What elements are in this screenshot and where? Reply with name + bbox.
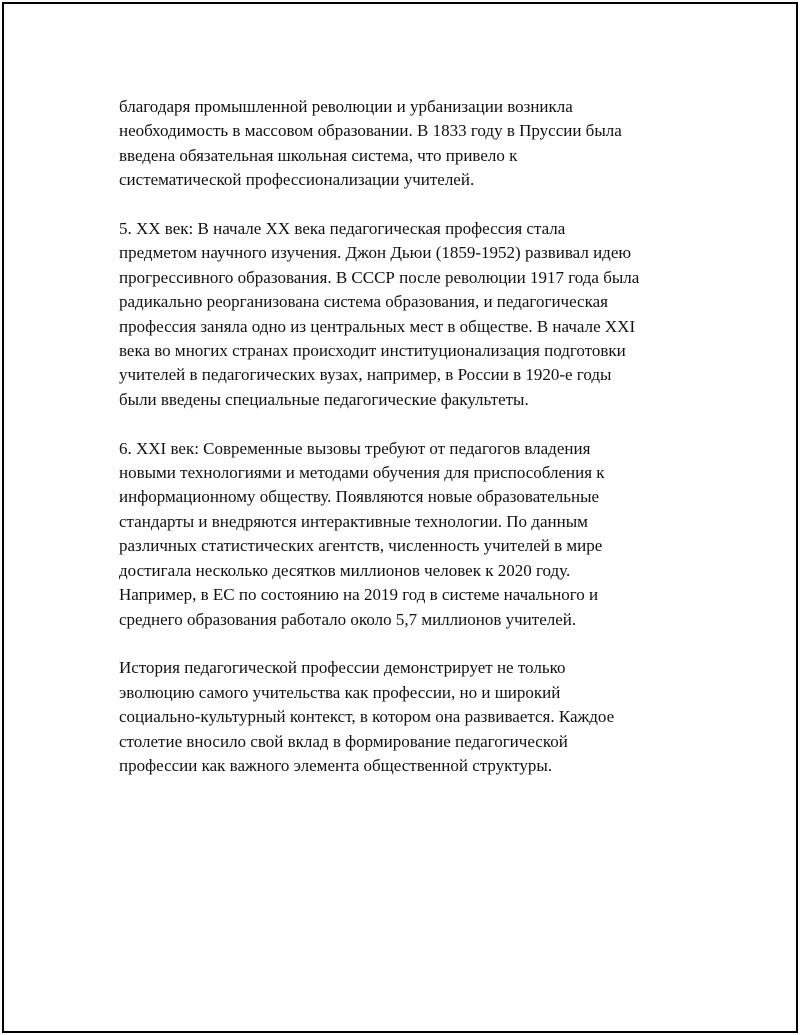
text-line: введена обязательная школьная система, что привело к (119, 145, 518, 165)
text-line: профессии как важного элемента общественной структуры. (119, 755, 553, 775)
text-line: стандарты и внедряются интерактивные технологии. По данным (119, 511, 588, 531)
document-body (119, 95, 699, 803)
text-line: различных статистических агентств, численность учителей в мире (119, 536, 603, 556)
text-line: предметом научного изучения. Джон Дьюи (1859-1952) развивал идею (119, 243, 632, 263)
text-line: История педагогической профессии демонстрирует не только (119, 658, 566, 678)
text-line: систематической профессионализации учителей. (119, 170, 475, 190)
paragraph-21st-century (119, 437, 699, 632)
text-line: среднего образования работало около 5,7 миллионов учителей. (119, 609, 577, 629)
text-line: века во многих странах происходит институционализация подготовки (119, 341, 626, 361)
paragraph-industrial-revolution (119, 95, 699, 193)
text-line: радикально реорганизована система образования, и педагогическая (119, 292, 608, 312)
text-line: Например, в ЕС по состоянию на 2019 год в системе начального и (119, 585, 599, 605)
paragraph-conclusion (119, 656, 699, 778)
document-page (2, 2, 798, 1033)
paragraph-20th-century (119, 217, 699, 412)
text-line: эволюцию самого учительства как профессии, но и широкий (119, 682, 561, 702)
text-line: достигала несколько десятков миллионов человек к 2020 году. (119, 560, 571, 580)
text-line: профессия заняла одно из центральных мест в обществе. В начале XXI (119, 316, 636, 336)
text-line: 6. XXI век: Современные вызовы требуют от педагогов владения (119, 438, 591, 458)
text-line: столетие вносило свой вклад в формирование педагогической (119, 731, 568, 751)
text-line: социально-культурный контекст, в котором она развивается. Каждое (119, 707, 615, 727)
text-line: информационному обществу. Появляются новые образовательные (119, 487, 600, 507)
text-line: прогрессивного образования. В СССР после революции 1917 года была (119, 267, 640, 287)
text-line: новыми технологиями и методами обучения для приспособления к (119, 463, 605, 483)
text-line: необходимость в массовом образовании. В 1833 году в Пруссии была (119, 121, 622, 141)
text-line: благодаря промышленной революции и урбанизации возникла (119, 97, 573, 116)
text-line: учителей в педагогических вузах, например, в России в 1920-е годы (119, 365, 612, 385)
text-line: были введены специальные педагогические факультеты. (119, 389, 529, 409)
text-line: 5. XX век: В начале XX века педагогическая профессия стала (119, 219, 566, 239)
